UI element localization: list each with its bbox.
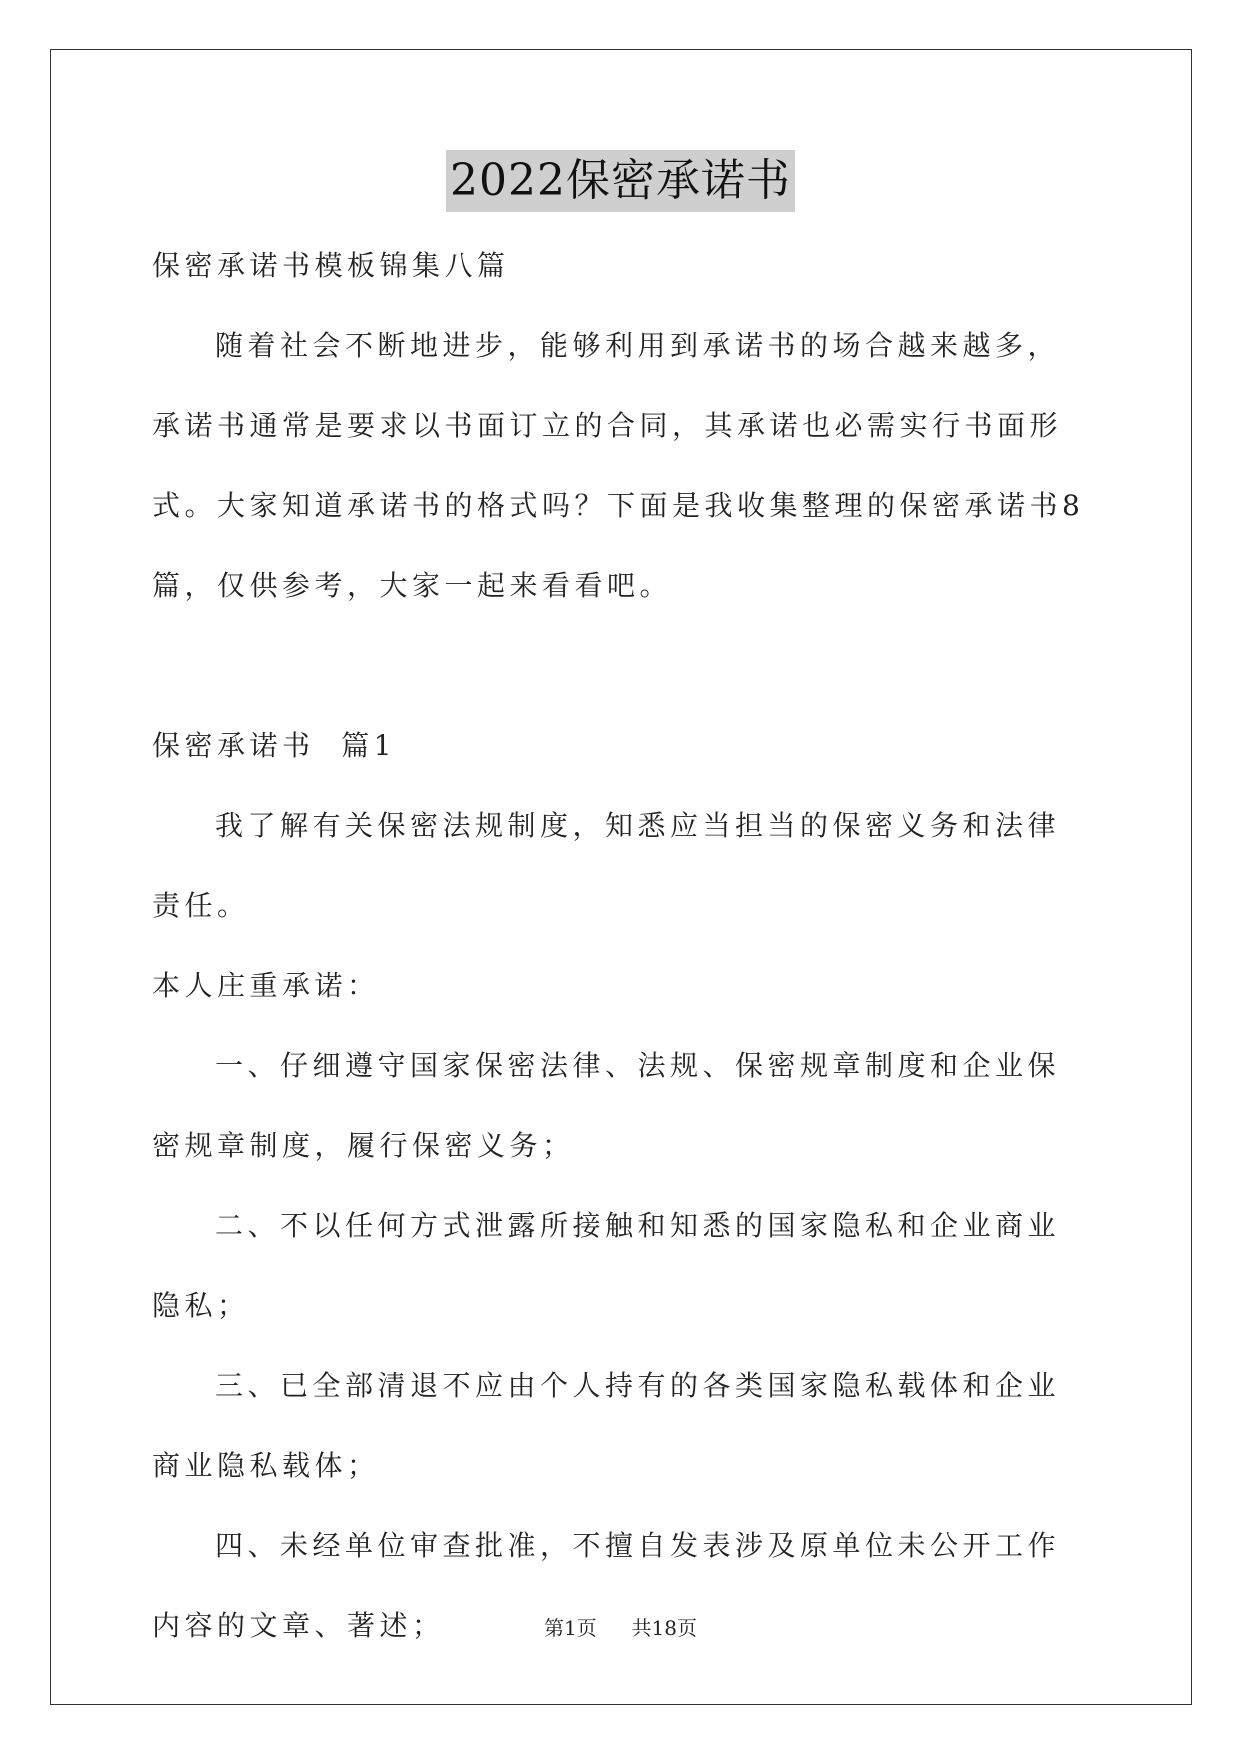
spacer — [152, 626, 1092, 706]
document-title: 2022保密承诺书 — [446, 150, 795, 212]
section-heading: 保密承诺书 篇1 — [152, 729, 397, 762]
paragraph-item-4: 四、未经单位审查批准，不擅自发表涉及原单位未公开工作内容的文章、著述； — [152, 1529, 1061, 1642]
document-body — [152, 226, 1092, 1666]
paragraph-pledge: 本人庄重承诺： — [152, 969, 380, 1002]
title-container — [0, 150, 1241, 212]
paragraph-item-2: 二、不以任何方式泄露所接触和知悉的国家隐私和企业商业隐私； — [152, 1209, 1061, 1322]
page-number: 第1页 — [544, 1616, 597, 1640]
page-footer — [0, 1612, 1241, 1641]
subtitle: 保密承诺书模板锦集八篇 — [152, 249, 510, 282]
paragraph-commitment-intro: 我了解有关保密法规制度，知悉应当担当的保密义务和法律责任。 — [152, 809, 1061, 922]
paragraph-item-1: 一、仔细遵守国家保密法律、法规、保密规章制度和企业保密规章制度，履行保密义务； — [152, 1049, 1061, 1162]
paragraph-item-3: 三、已全部清退不应由个人持有的各类国家隐私载体和企业商业隐私载体； — [152, 1369, 1061, 1482]
page-total: 共18页 — [631, 1616, 697, 1640]
intro-paragraph: 随着社会不断地进步，能够利用到承诺书的场合越来越多，承诺书通常是要求以书面订立的合同，其承诺也必需实行书面形式。大家知道承诺书的格式吗？下面是我收集整理的保密承诺书8篇，仅供参考，大家一起来看看吧。 — [152, 329, 1085, 602]
